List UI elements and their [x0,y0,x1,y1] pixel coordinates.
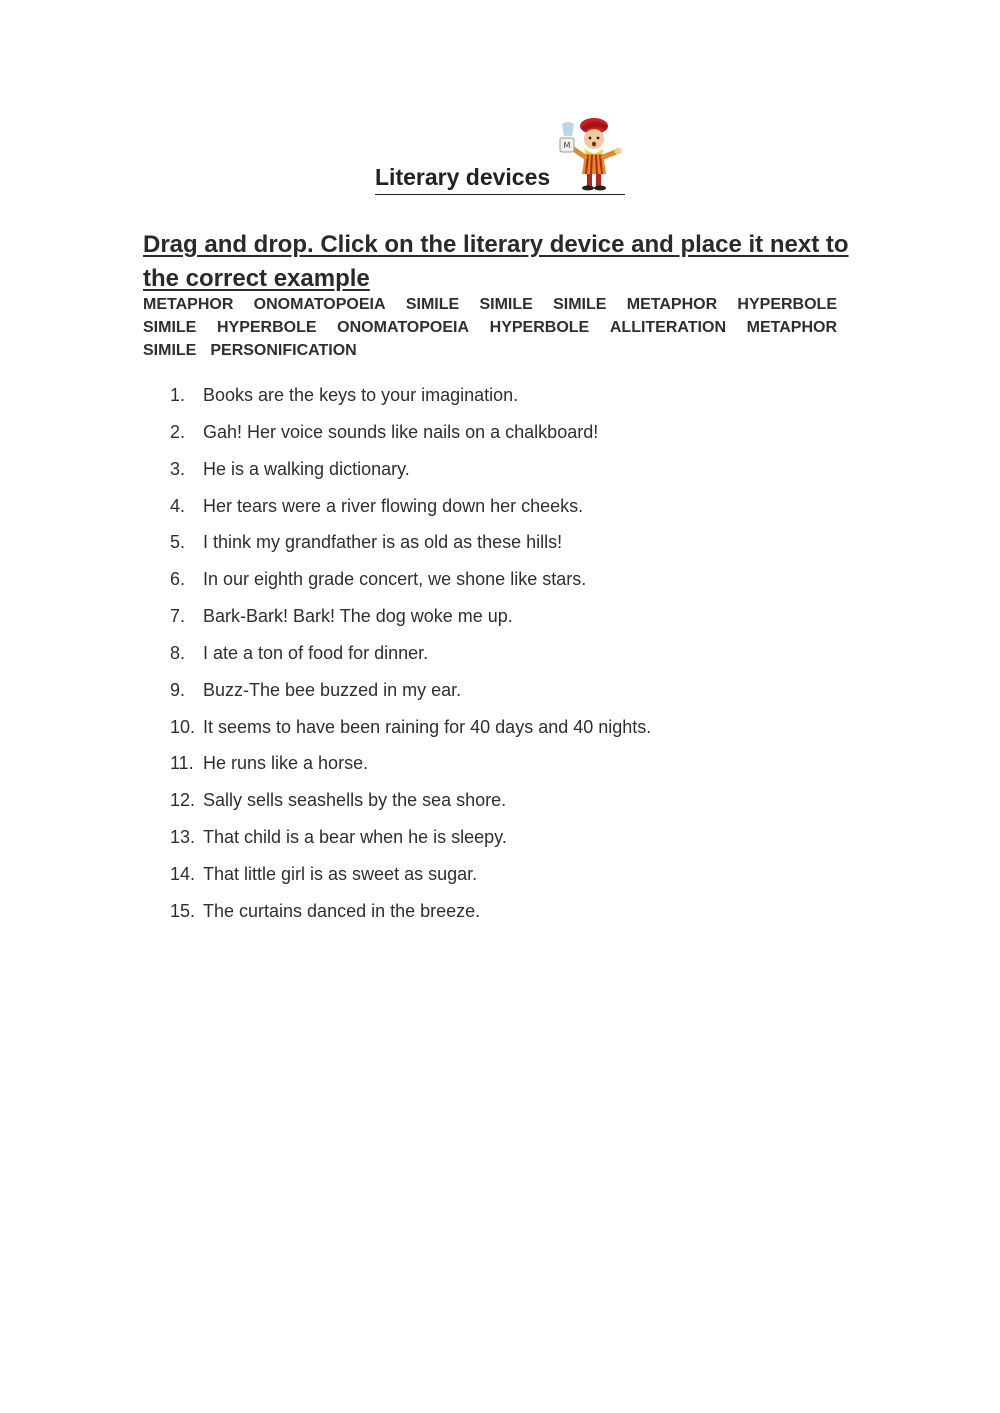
word-chip[interactable]: SIMILE [405,296,460,313]
example-number: 4. [170,495,186,516]
word-chip[interactable]: ONOMATOPOEIA [337,319,470,336]
example-text: Gah! Her voice sounds like nails on a chalkboard! [203,421,599,442]
example-text: Sally sells seashells by the sea shore. [203,790,507,811]
example-text: It seems to have been raining for 40 days and 40 nights. [203,716,652,737]
word-chip[interactable]: ONOMATOPOEIA [253,296,386,313]
example-number: 15. [170,900,196,921]
example-text: That little girl is as sweet as sugar. [203,863,478,884]
example-text: He is a walking dictionary. [203,458,410,479]
word-chip[interactable]: ALLITERATION [609,319,726,336]
example-number: 11. [170,753,194,774]
word-chip[interactable]: SIMILE [553,296,607,313]
page-title: Literary devices [375,164,551,190]
example-item[interactable] [170,567,651,604]
word-chip[interactable]: METAPHOR [626,296,718,313]
example-text: Bark-Bark! Bark! The dog woke me up. [203,606,513,627]
example-number: 9. [170,679,186,700]
instructions-heading: Drag and drop. Click on the literary device and place it next to the correct example [143,231,849,292]
example-number: 14. [170,863,196,884]
example-item[interactable] [170,383,651,420]
jester-boy-icon [548,112,628,192]
word-chip[interactable]: METAPHOR [143,296,234,313]
example-item[interactable] [170,715,651,752]
example-item[interactable] [170,494,651,531]
word-bank [143,293,837,362]
example-text: Her tears were a river flowing down her cheeks. [203,495,584,516]
word-bank-row [143,293,837,316]
example-number: 2. [170,421,186,442]
word-bank-row [143,339,837,362]
example-number: 3. [170,458,186,479]
example-item[interactable] [170,899,651,936]
word-chip[interactable]: HYPERBOLE [489,319,590,336]
svg-text:M: M [563,141,571,150]
examples-list [170,383,651,936]
example-text: Buzz-The bee buzzed in my ear. [203,679,462,700]
example-number: 7. [170,606,186,627]
example-text: I ate a ton of food for dinner. [203,642,429,663]
example-number: 5. [170,532,186,553]
word-chip[interactable]: SIMILE [143,319,197,336]
example-number: 12. [170,790,196,811]
example-text: Books are the keys to your imagination. [203,385,519,405]
word-bank-row [143,316,837,339]
example-item[interactable] [170,862,651,899]
example-text: The curtains danced in the breeze. [203,900,481,921]
example-item[interactable] [170,751,651,788]
example-number: 13. [170,827,196,848]
example-item[interactable] [170,420,651,457]
example-number: 8. [170,642,186,663]
example-number: 10. [170,716,196,737]
word-chip[interactable]: PERSONIFICATION [210,342,357,359]
word-chip[interactable]: HYPERBOLE [737,296,837,313]
word-chip[interactable]: SIMILE [479,296,533,313]
example-number: 1. [170,385,186,405]
example-text: He runs like a horse. [203,753,369,774]
example-item[interactable] [170,641,651,678]
example-item[interactable] [170,604,651,641]
example-item[interactable] [170,457,651,494]
example-text: In our eighth grade concert, we shone like stars. [203,569,587,590]
example-item[interactable] [170,678,651,715]
example-item[interactable] [170,788,651,825]
example-item[interactable] [170,530,651,567]
example-number: 6. [170,569,186,590]
example-text: I think my grandfather is as old as these hills! [203,532,563,553]
word-chip[interactable]: SIMILE [143,342,197,359]
example-item[interactable] [170,825,651,862]
word-chip[interactable]: METAPHOR [746,319,837,336]
word-chip[interactable]: HYPERBOLE [216,319,317,336]
example-text: That child is a bear when he is sleepy. [203,827,507,848]
